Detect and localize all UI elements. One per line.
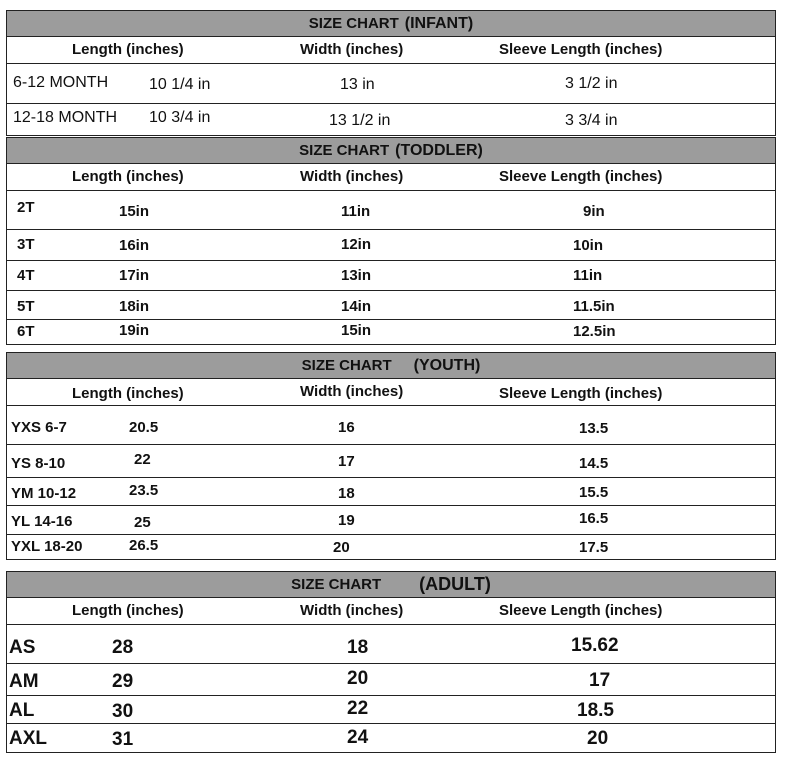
width-cell: 18: [338, 485, 355, 502]
width-header: Width (inches): [300, 41, 404, 58]
table-row: [7, 625, 775, 664]
sleeve-header: Sleeve Length (inches): [499, 168, 663, 185]
width-cell: 16: [338, 419, 355, 436]
length-header: Length (inches): [72, 385, 184, 402]
sleeve-cell: 18.5: [577, 700, 614, 721]
sleeve-cell: 20: [587, 728, 609, 749]
width-cell: 19: [338, 512, 355, 529]
width-cell: 13in: [341, 267, 372, 284]
chart-category: (TODDLER): [395, 141, 483, 159]
table-row: [7, 664, 775, 696]
length-cell: 17in: [119, 267, 150, 284]
width-cell: 20: [333, 539, 350, 556]
size-cell: YM 10-12: [11, 485, 77, 502]
table-row: [7, 506, 775, 535]
table-row: [7, 104, 775, 135]
length-cell: 31: [112, 729, 134, 750]
youth-size-chart: [6, 352, 776, 560]
column-header-row: [7, 164, 775, 191]
sleeve-header: Sleeve Length (inches): [499, 602, 663, 619]
length-cell: 10 1/4 in: [149, 76, 211, 93]
sleeve-cell: 3 1/2 in: [565, 75, 618, 92]
size-cell: 6-12 MONTH: [13, 74, 109, 91]
size-cell: AM: [9, 671, 39, 692]
sleeve-cell: 12.5in: [573, 323, 616, 340]
sleeve-cell: 3 3/4 in: [565, 112, 618, 129]
table-row: [7, 724, 775, 752]
sleeve-cell: 14.5: [579, 455, 609, 472]
size-cell: YL 14-16: [11, 513, 73, 530]
size-cell: YXS 6-7: [11, 419, 67, 436]
table-row: [7, 696, 775, 724]
length-cell: 19in: [119, 322, 150, 339]
length-cell: 18in: [119, 298, 150, 315]
width-header: Width (inches): [300, 383, 404, 400]
adult-size-chart: [6, 571, 776, 753]
length-cell: 26.5: [129, 537, 159, 554]
width-cell: 12in: [341, 236, 372, 253]
sleeve-cell: 13.5: [579, 420, 609, 437]
table-row: [7, 191, 775, 230]
size-cell: 6T: [17, 323, 35, 340]
width-header: Width (inches): [300, 168, 404, 185]
chart-title: SIZE CHART: [291, 576, 382, 593]
chart-title: SIZE CHART: [308, 15, 399, 32]
width-cell: 13 in: [340, 76, 375, 93]
length-cell: 25: [134, 514, 151, 531]
chart-title-bar: [7, 138, 775, 164]
length-cell: 22: [134, 451, 151, 468]
size-cell: 2T: [17, 199, 35, 216]
length-cell: 16in: [119, 237, 150, 254]
sleeve-cell: 15.5: [579, 484, 609, 501]
width-header: Width (inches): [300, 602, 404, 619]
size-cell: 5T: [17, 298, 35, 315]
infant-size-chart: [6, 10, 776, 136]
length-header: Length (inches): [72, 602, 184, 619]
length-cell: 15in: [119, 203, 150, 220]
table-row: [7, 445, 775, 478]
size-cell: 12-18 MONTH: [13, 109, 118, 126]
size-cell: AXL: [9, 728, 47, 749]
sleeve-cell: 11in: [573, 267, 603, 284]
sleeve-cell: 17.5: [579, 539, 609, 556]
length-cell: 10 3/4 in: [149, 109, 211, 126]
table-row: [7, 230, 775, 261]
column-header-row: [7, 37, 775, 64]
chart-title-bar: [7, 11, 775, 37]
sleeve-cell: 10in: [573, 237, 604, 254]
length-cell: 20.5: [129, 419, 159, 436]
column-header-row: [7, 598, 775, 625]
size-cell: YS 8-10: [11, 455, 66, 472]
chart-title-bar: [7, 353, 775, 379]
sleeve-cell: 9in: [583, 203, 605, 220]
size-cell: AL: [9, 700, 35, 721]
table-row: [7, 320, 775, 344]
chart-category: (ADULT): [419, 574, 491, 594]
size-cell: YXL 18-20: [11, 538, 83, 555]
chart-category: (INFANT): [404, 14, 474, 32]
length-cell: 29: [112, 671, 134, 692]
table-row: [7, 478, 775, 506]
sleeve-cell: 16.5: [579, 510, 609, 527]
size-cell: AS: [9, 637, 36, 658]
length-cell: 28: [112, 637, 134, 658]
width-cell: 18: [347, 637, 369, 658]
width-cell: 20: [347, 668, 369, 689]
width-cell: 17: [338, 453, 355, 470]
size-cell: 3T: [17, 236, 35, 253]
width-cell: 22: [347, 698, 369, 719]
sleeve-cell: 17: [589, 670, 611, 691]
length-cell: 30: [112, 701, 134, 722]
sleeve-cell: 15.62: [571, 635, 619, 656]
chart-title: SIZE CHART: [301, 357, 392, 374]
length-header: Length (inches): [72, 41, 184, 58]
table-row: [7, 261, 775, 291]
table-row: [7, 535, 775, 559]
chart-category: (YOUTH): [413, 356, 481, 374]
width-cell: 11in: [341, 203, 371, 220]
width-cell: 24: [347, 727, 369, 748]
width-cell: 15in: [341, 322, 372, 339]
table-row: [7, 64, 775, 104]
width-cell: 14in: [341, 298, 372, 315]
width-cell: 13 1/2 in: [329, 112, 391, 129]
sleeve-cell: 11.5in: [573, 298, 615, 315]
sleeve-header: Sleeve Length (inches): [499, 385, 663, 402]
size-cell: 4T: [17, 267, 35, 284]
length-cell: 23.5: [129, 482, 159, 499]
length-header: Length (inches): [72, 168, 184, 185]
column-header-row: [7, 379, 775, 406]
sleeve-header: Sleeve Length (inches): [499, 41, 663, 58]
chart-title-bar: [7, 572, 775, 598]
toddler-size-chart: [6, 137, 776, 345]
chart-title: SIZE CHART: [299, 142, 390, 159]
table-row: [7, 291, 775, 320]
table-row: [7, 406, 775, 445]
